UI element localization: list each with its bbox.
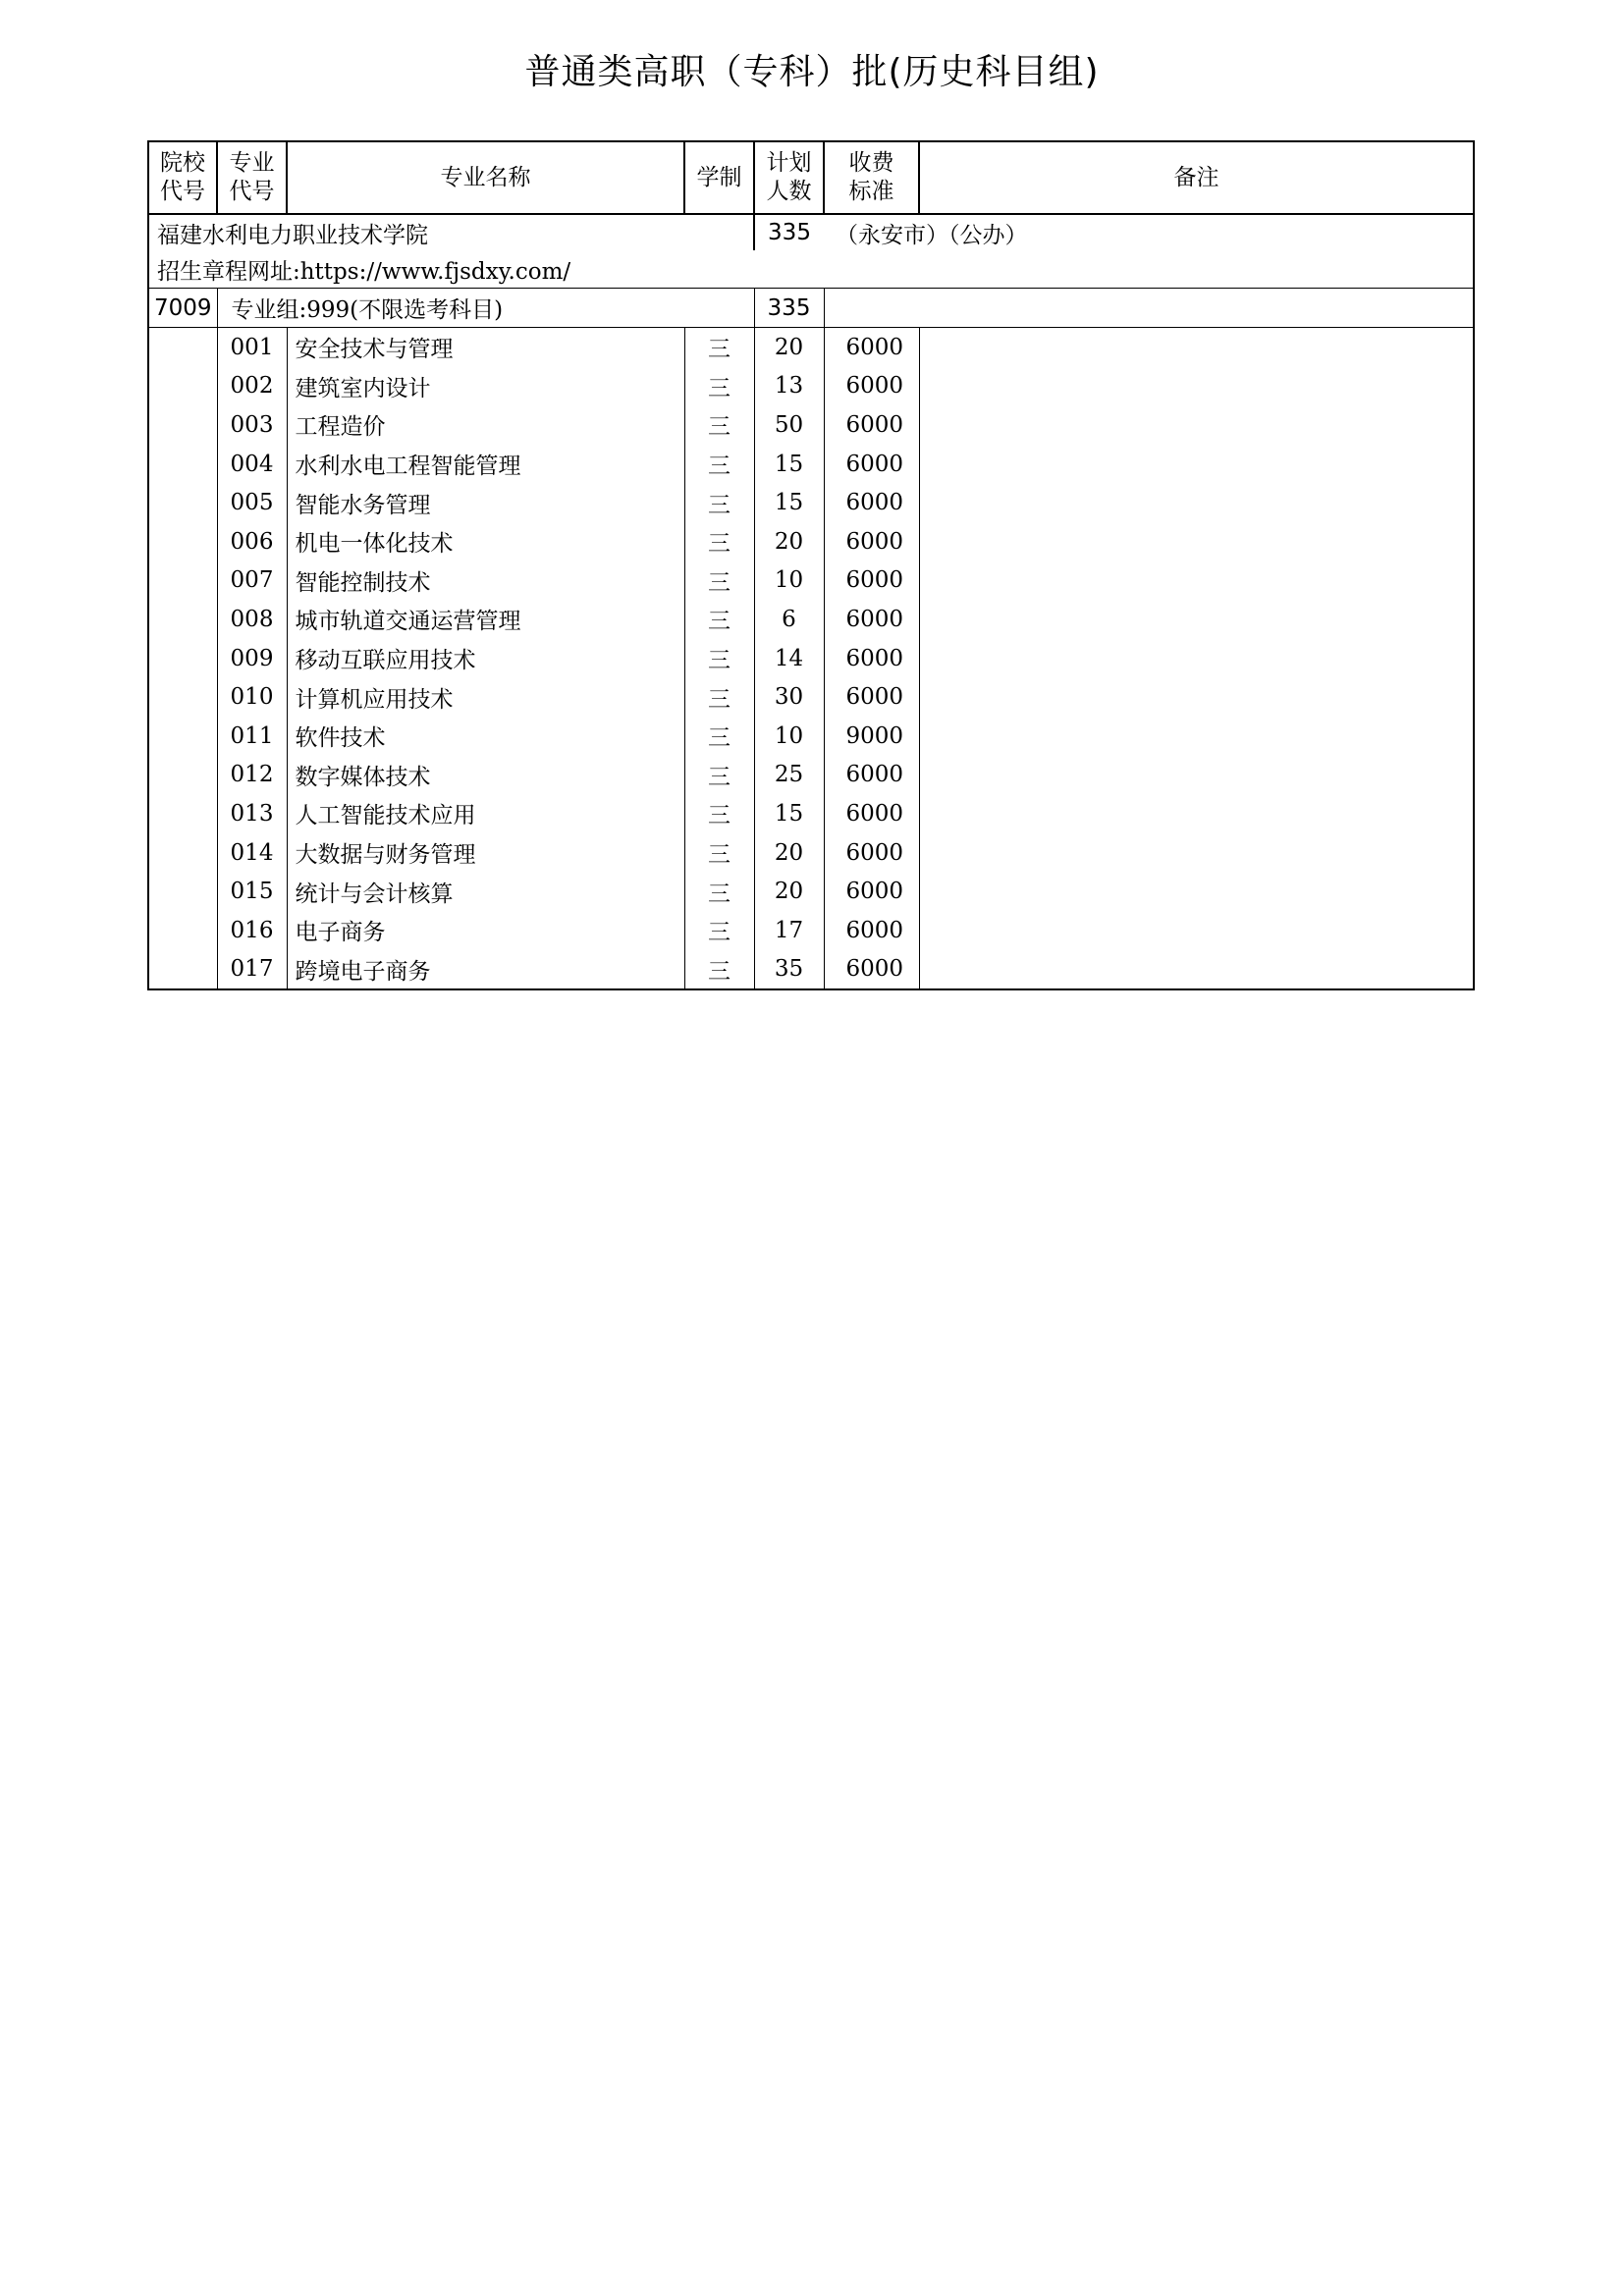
- header-major-code: [217, 141, 287, 214]
- major-remark: [919, 872, 1474, 911]
- major-fee: 6000: [824, 833, 919, 873]
- major-code: 007: [217, 561, 287, 601]
- group-code: 7009: [148, 289, 217, 328]
- table-header-row: [148, 141, 1474, 214]
- major-school-code: [148, 367, 217, 406]
- major-remark: [919, 833, 1474, 873]
- major-school-code: [148, 600, 217, 639]
- table-row: [148, 405, 1474, 445]
- major-code: 010: [217, 677, 287, 717]
- major-duration: 三: [684, 367, 754, 406]
- major-plan: 20: [754, 328, 824, 367]
- major-code: 013: [217, 794, 287, 833]
- major-duration: 三: [684, 717, 754, 756]
- major-fee: 6000: [824, 794, 919, 833]
- header-school-code-line1: 院校: [160, 150, 205, 176]
- major-fee: 6000: [824, 639, 919, 678]
- major-remark: [919, 677, 1474, 717]
- major-remark: [919, 600, 1474, 639]
- major-name: 工程造价: [287, 405, 684, 445]
- major-remark: [919, 328, 1474, 367]
- header-fee-line2: 标准: [848, 179, 894, 204]
- major-duration: 三: [684, 483, 754, 522]
- school-plan-total: 335: [768, 220, 811, 245]
- header-plan: [754, 141, 824, 214]
- major-school-code: [148, 522, 217, 561]
- major-code: 006: [217, 522, 287, 561]
- major-school-code: [148, 794, 217, 833]
- major-fee: 6000: [824, 561, 919, 601]
- major-fee: 6000: [824, 445, 919, 484]
- major-fee: 6000: [824, 911, 919, 950]
- major-fee: 6000: [824, 367, 919, 406]
- major-school-code: [148, 872, 217, 911]
- major-name: 计算机应用技术: [287, 677, 684, 717]
- table-row: [148, 600, 1474, 639]
- table-row: [148, 717, 1474, 756]
- major-plan: 10: [754, 717, 824, 756]
- major-code: 014: [217, 833, 287, 873]
- major-plan: 15: [754, 794, 824, 833]
- header-remark: 备注: [919, 141, 1474, 214]
- page-title: 普通类高职（专科）批(历史科目组): [524, 52, 1100, 92]
- major-fee: 6000: [824, 950, 919, 990]
- table-row: [148, 911, 1474, 950]
- major-code: 015: [217, 872, 287, 911]
- school-website: 招生章程网址:https://www.fjsdxy.com/: [148, 250, 1474, 289]
- header-plan-line2: 人数: [766, 179, 812, 204]
- major-remark: [919, 445, 1474, 484]
- header-major-code-line1: 专业: [229, 150, 275, 176]
- header-duration: 学制: [684, 141, 754, 214]
- table-row: [148, 756, 1474, 795]
- major-school-code: [148, 405, 217, 445]
- major-school-code: [148, 483, 217, 522]
- major-code: 016: [217, 911, 287, 950]
- major-remark: [919, 911, 1474, 950]
- major-duration: 三: [684, 445, 754, 484]
- major-duration: 三: [684, 405, 754, 445]
- table-row: [148, 445, 1474, 484]
- table-row: [148, 522, 1474, 561]
- major-duration: 三: [684, 522, 754, 561]
- major-name: 水利水电工程智能管理: [287, 445, 684, 484]
- major-name: 统计与会计核算: [287, 872, 684, 911]
- major-code: 009: [217, 639, 287, 678]
- major-plan: 35: [754, 950, 824, 990]
- major-remark: [919, 794, 1474, 833]
- major-name: 跨境电子商务: [287, 950, 684, 990]
- group-label: 专业组:999(不限选考科目): [217, 289, 754, 328]
- major-duration: 三: [684, 677, 754, 717]
- major-duration: 三: [684, 911, 754, 950]
- major-duration: 三: [684, 756, 754, 795]
- table-row: [148, 833, 1474, 873]
- table-row: [148, 794, 1474, 833]
- major-code: 004: [217, 445, 287, 484]
- major-code: 011: [217, 717, 287, 756]
- major-plan: 30: [754, 677, 824, 717]
- major-school-code: [148, 717, 217, 756]
- major-plan: 10: [754, 561, 824, 601]
- major-name: 安全技术与管理: [287, 328, 684, 367]
- major-code: 017: [217, 950, 287, 990]
- table-row: [148, 639, 1474, 678]
- major-remark: [919, 950, 1474, 990]
- major-remark: [919, 561, 1474, 601]
- major-fee: 9000: [824, 717, 919, 756]
- major-duration: 三: [684, 561, 754, 601]
- major-name: 大数据与财务管理: [287, 833, 684, 873]
- major-name: 机电一体化技术: [287, 522, 684, 561]
- school-name: 福建水利电力职业技术学院: [148, 214, 754, 250]
- major-fee: 6000: [824, 677, 919, 717]
- table-row: [148, 677, 1474, 717]
- major-school-code: [148, 561, 217, 601]
- table-row: [148, 483, 1474, 522]
- group-remark: [824, 289, 1474, 328]
- major-duration: 三: [684, 872, 754, 911]
- major-duration: 三: [684, 639, 754, 678]
- table-row: [148, 561, 1474, 601]
- major-remark: [919, 639, 1474, 678]
- major-plan: 6: [754, 600, 824, 639]
- major-name: 电子商务: [287, 911, 684, 950]
- major-school-code: [148, 328, 217, 367]
- header-fee-line1: 收费: [848, 150, 894, 176]
- major-fee: 6000: [824, 328, 919, 367]
- major-name: 建筑室内设计: [287, 367, 684, 406]
- major-fee: 6000: [824, 872, 919, 911]
- major-plan: 15: [754, 483, 824, 522]
- major-remark: [919, 756, 1474, 795]
- table-row: [148, 950, 1474, 990]
- major-remark: [919, 367, 1474, 406]
- major-code: 008: [217, 600, 287, 639]
- group-plan: 335: [754, 289, 824, 328]
- major-name: 软件技术: [287, 717, 684, 756]
- major-fee: 6000: [824, 756, 919, 795]
- major-fee: 6000: [824, 522, 919, 561]
- enrollment-plan-table: [147, 140, 1475, 990]
- major-duration: 三: [684, 794, 754, 833]
- major-plan: 20: [754, 522, 824, 561]
- header-major-code-line2: 代号: [229, 179, 275, 204]
- major-school-code: [148, 950, 217, 990]
- major-school-code: [148, 911, 217, 950]
- table-row: [148, 367, 1474, 406]
- major-plan: 20: [754, 872, 824, 911]
- website-row: [148, 250, 1474, 289]
- header-plan-line1: 计划: [766, 150, 812, 176]
- major-duration: 三: [684, 600, 754, 639]
- major-plan: 50: [754, 405, 824, 445]
- major-plan: 15: [754, 445, 824, 484]
- table-row: [148, 328, 1474, 367]
- major-name: 城市轨道交通运营管理: [287, 600, 684, 639]
- major-fee: 6000: [824, 483, 919, 522]
- major-remark: [919, 717, 1474, 756]
- major-code: 001: [217, 328, 287, 367]
- major-duration: 三: [684, 328, 754, 367]
- major-fee: 6000: [824, 600, 919, 639]
- major-remark: [919, 405, 1474, 445]
- major-plan: 25: [754, 756, 824, 795]
- major-school-code: [148, 756, 217, 795]
- major-school-code: [148, 833, 217, 873]
- header-school-code: [148, 141, 217, 214]
- major-school-code: [148, 639, 217, 678]
- major-name: 智能水务管理: [287, 483, 684, 522]
- header-school-code-line2: 代号: [160, 179, 205, 204]
- table-row: [148, 872, 1474, 911]
- major-name: 数字媒体技术: [287, 756, 684, 795]
- school-location: （永安市）（公办）: [824, 214, 1474, 250]
- major-duration: 三: [684, 950, 754, 990]
- major-code: 003: [217, 405, 287, 445]
- major-name: 智能控制技术: [287, 561, 684, 601]
- major-code: 002: [217, 367, 287, 406]
- school-row: [148, 214, 1474, 250]
- major-duration: 三: [684, 833, 754, 873]
- major-school-code: [148, 677, 217, 717]
- major-remark: [919, 522, 1474, 561]
- major-name: 人工智能技术应用: [287, 794, 684, 833]
- major-plan: 14: [754, 639, 824, 678]
- major-plan: 17: [754, 911, 824, 950]
- major-remark: [919, 483, 1474, 522]
- major-plan: 20: [754, 833, 824, 873]
- major-name: 移动互联应用技术: [287, 639, 684, 678]
- header-major-name: 专业名称: [287, 141, 684, 214]
- major-plan: 13: [754, 367, 824, 406]
- major-code: 005: [217, 483, 287, 522]
- major-school-code: [148, 445, 217, 484]
- header-fee: [824, 141, 919, 214]
- group-row: [148, 289, 1474, 328]
- major-code: 012: [217, 756, 287, 795]
- major-fee: 6000: [824, 405, 919, 445]
